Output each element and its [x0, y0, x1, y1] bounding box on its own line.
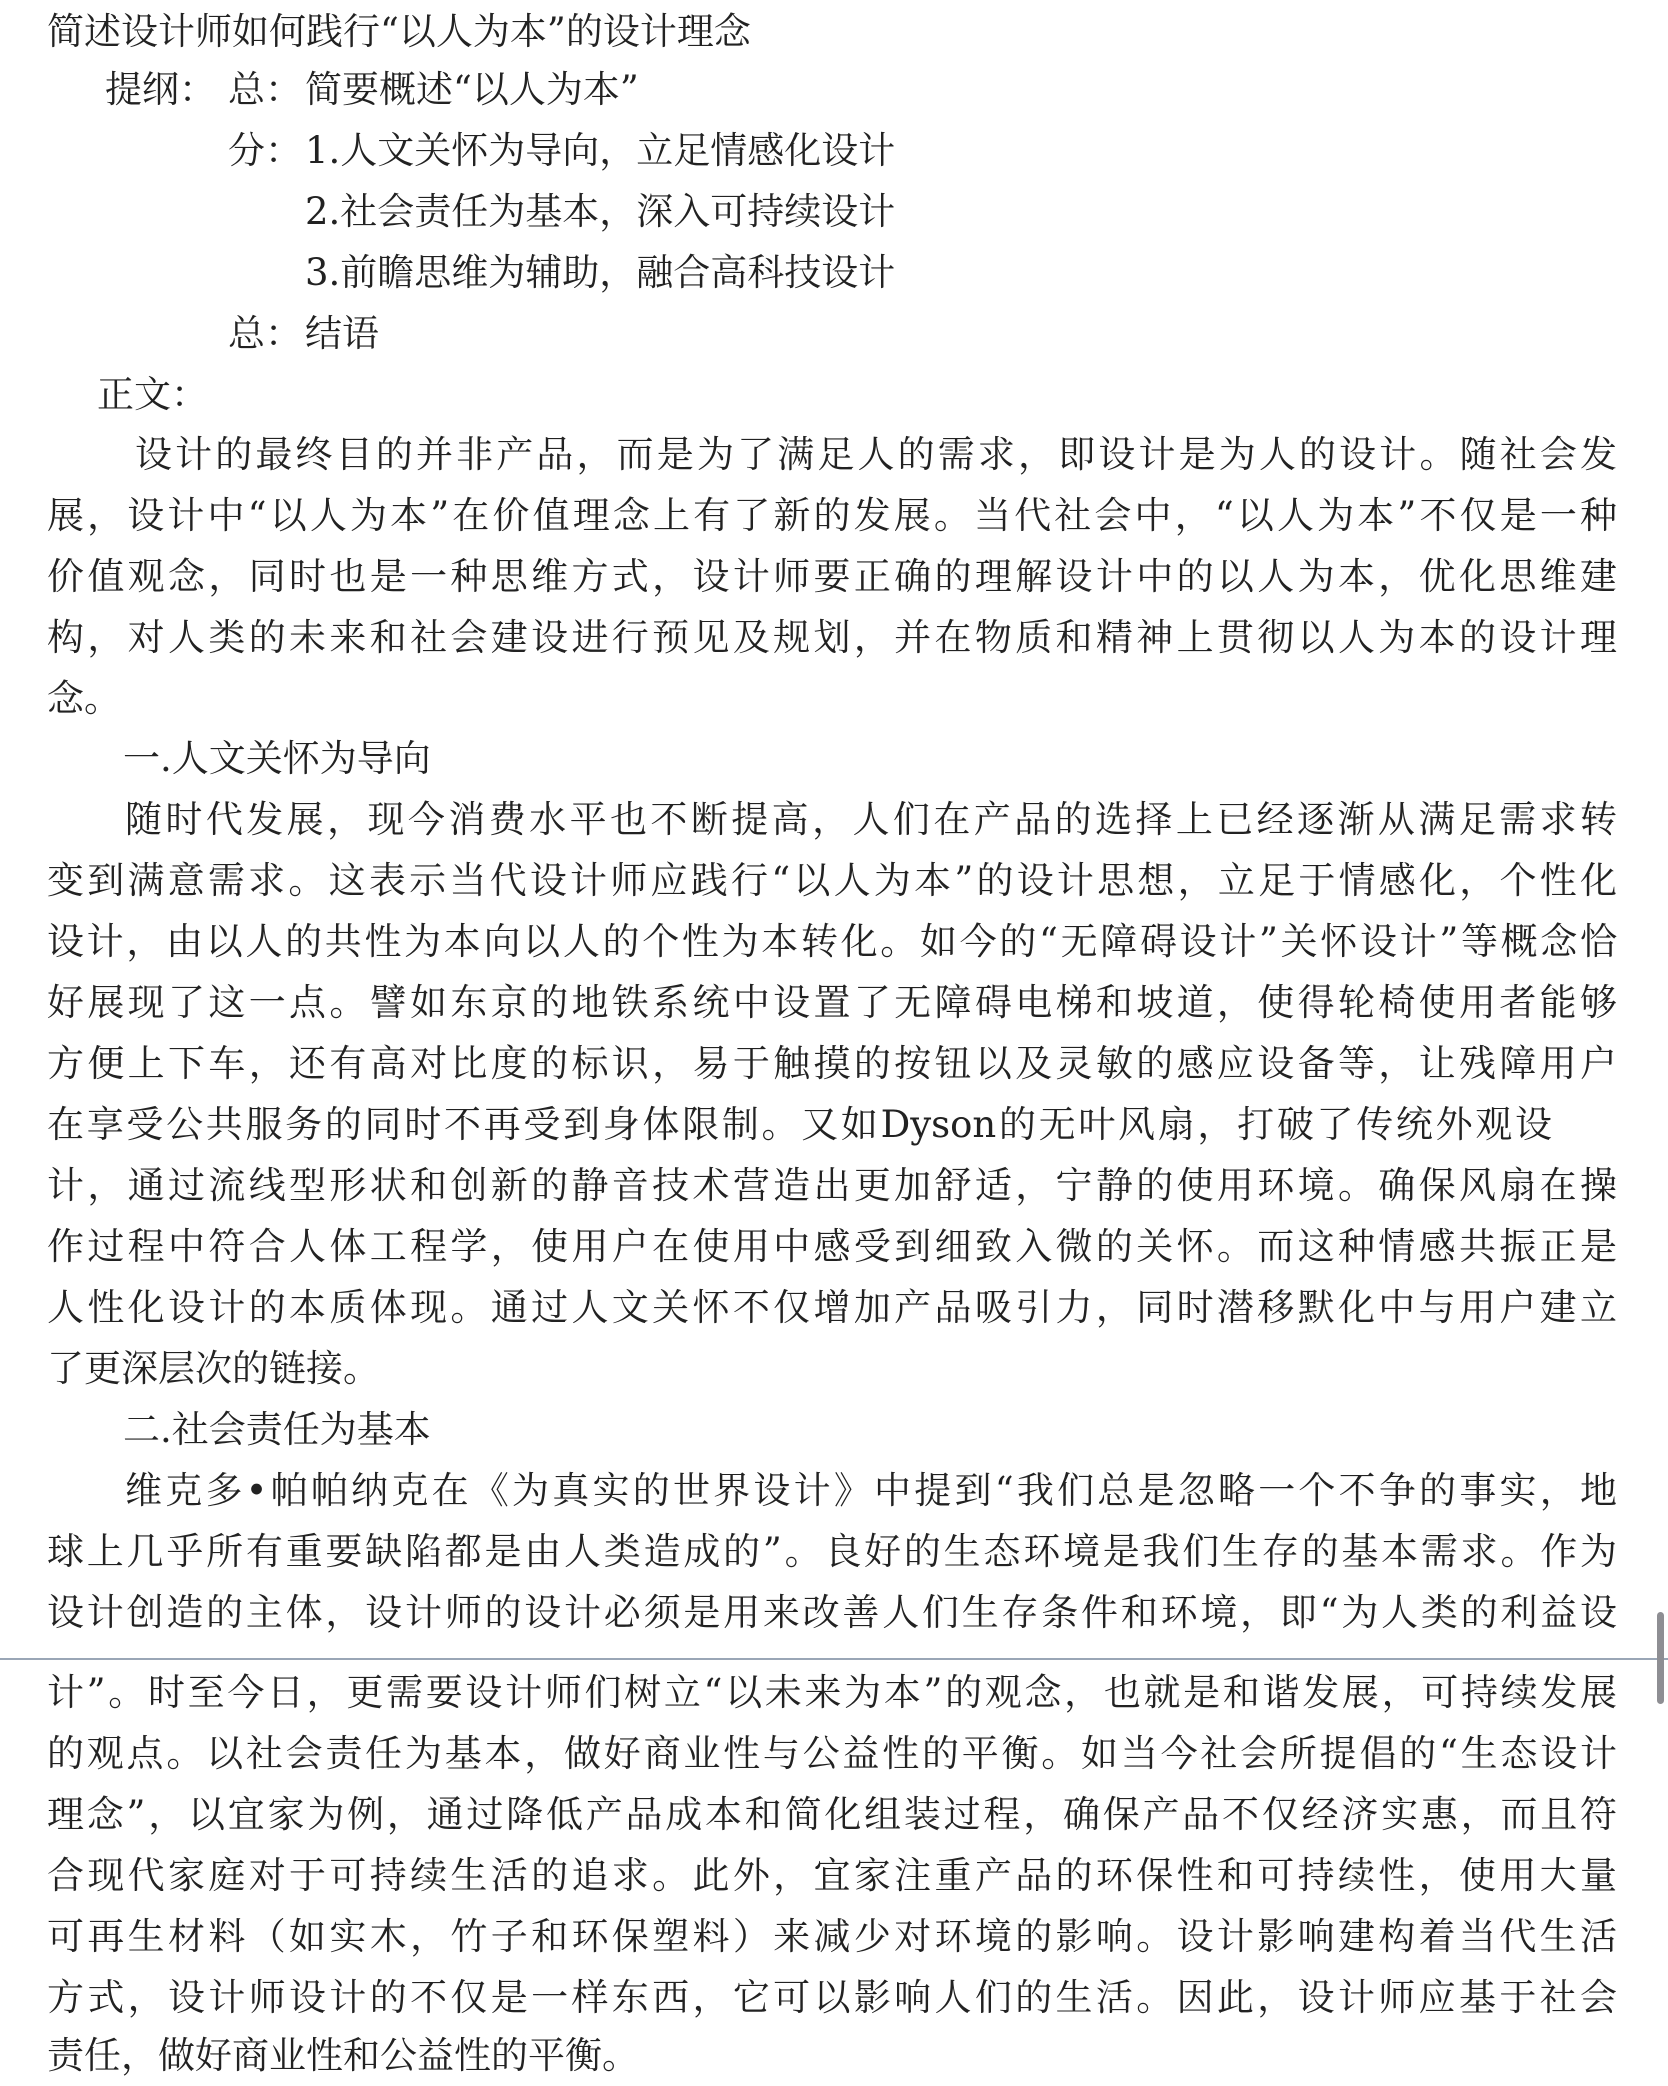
paragraph-line: 构，对人类的未来和社会建设进行预见及规划，并在物质和精神上贯彻以人为本的设计理	[47, 616, 1617, 659]
outline-intro-label: 总：	[228, 68, 302, 111]
paragraph-line: 计，通过流线型形状和创新的静音技术营造出更加舒适，宁静的使用环境。确保风扇在操	[47, 1164, 1617, 1207]
paragraph-line: 设计，由以人的共性为本向以人的个性为本转化。如今的“无障碍设计”关怀设计”等概念恰	[47, 920, 1617, 963]
page-divider	[0, 1658, 1668, 1660]
body-label: 正文：	[97, 373, 208, 416]
paragraph-line: 责任，做好商业性和公益性的平衡。	[47, 2034, 639, 2077]
paragraph-line: 好展现了这一点。譬如东京的地铁系统中设置了无障碍电梯和坡道，使得轮椅使用者能够	[47, 981, 1617, 1024]
paragraph-line: 理念”，以宜家为例，通过降低产品成本和简化组装过程，确保产品不仅经济实惠，而且符	[47, 1793, 1617, 1836]
paragraph-line: 的观点。以社会责任为基本，做好商业性与公益性的平衡。如当今社会所提倡的“生态设计	[47, 1732, 1617, 1775]
paragraph-line: 变到满意需求。这表示当代设计师应践行“以人为本”的设计思想，立足于情感化，个性化	[47, 859, 1617, 902]
section-heading: 一.人文关怀为导向	[123, 737, 431, 780]
paragraph-line: 在享受公共服务的同时不再受到身体限制。又如Dyson的无叶风扇，打破了传统外观设	[47, 1103, 1552, 1146]
paragraph-line: 可再生材料（如实木，竹子和环保塑料）来减少对环境的影响。设计影响建构着当代生活	[47, 1915, 1617, 1958]
paragraph-line: 了更深层次的链接。	[47, 1347, 380, 1390]
paragraph-line: 设计的最终目的并非产品，而是为了满足人的需求，即设计是为人的设计。随社会发	[135, 433, 1617, 476]
outline-point: 3.前瞻思维为辅助，融合高科技设计	[305, 251, 896, 294]
outline-point: 1.人文关怀为导向，立足情感化设计	[305, 129, 896, 172]
outline-label: 提纲：	[105, 68, 216, 111]
paragraph-line: 计”。时至今日，更需要设计师们树立“以未来为本”的观念，也就是和谐发展，可持续发展	[47, 1671, 1617, 1714]
paragraph-line: 作过程中符合人体工程学，使用户在使用中感受到细致入微的关怀。而这种情感共振正是	[47, 1225, 1617, 1268]
paragraph-line: 展，设计中“以人为本”在价值理念上有了新的发展。当代社会中，“以人为本”不仅是一种	[47, 494, 1617, 537]
outline-point: 2.社会责任为基本，深入可持续设计	[305, 190, 896, 233]
document-title: 简述设计师如何践行“以人为本”的设计理念	[47, 10, 751, 53]
paragraph-line: 随时代发展，现今消费水平也不断提高，人们在产品的选择上已经逐渐从满足需求转	[125, 798, 1617, 841]
outline-points-label: 分：	[228, 129, 302, 172]
section-heading: 二.社会责任为基本	[123, 1408, 431, 1451]
paragraph-line: 方便上下车，还有高对比度的标识，易于触摸的按钮以及灵敏的感应设备等，让残障用户	[47, 1042, 1617, 1085]
paragraph-line: 方式，设计师设计的不仅是一样东西，它可以影响人们的生活。因此，设计师应基于社会	[47, 1976, 1617, 2019]
outline-conclusion: 结语	[305, 312, 379, 355]
paragraph-line: 念。	[47, 677, 121, 720]
paragraph-line: 价值观念，同时也是一种思维方式，设计师要正确的理解设计中的以人为本，优化思维建	[47, 555, 1617, 598]
paragraph-line: 人性化设计的本质体现。通过人文关怀不仅增加产品吸引力，同时潜移默化中与用户建立	[47, 1286, 1617, 1329]
outline-intro: 简要概述“以人为本”	[305, 68, 639, 111]
paragraph-line: 维克多•帕帕纳克在《为真实的世界设计》中提到“我们总是忽略一个不争的事实，地	[125, 1469, 1617, 1512]
paragraph-line: 设计创造的主体，设计师的设计必须是用来改善人们生存条件和环境，即“为人类的利益设	[47, 1591, 1617, 1634]
paragraph-line: 球上几乎所有重要缺陷都是由人类造成的”。良好的生态环境是我们生存的基本需求。作为	[47, 1530, 1617, 1573]
outline-conclusion-label: 总：	[228, 312, 302, 355]
scrollbar-thumb[interactable]	[1657, 1612, 1664, 1704]
paragraph-line: 合现代家庭对于可持续生活的追求。此外，宜家注重产品的环保性和可持续性，使用大量	[47, 1854, 1617, 1897]
